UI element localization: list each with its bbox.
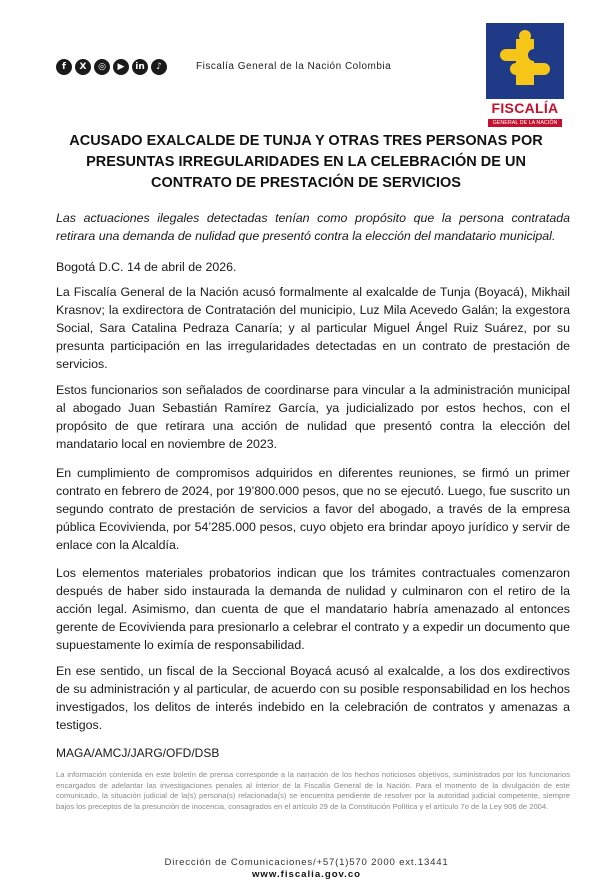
social-links xyxy=(56,59,167,75)
article-lead: Las actuaciones ilegales detectadas tenían como propósito que la persona contratada retirara una demanda de nulidad que presentó contra la elección del mandatario municipal. xyxy=(56,211,570,243)
page-header xyxy=(0,0,613,130)
author-initials: MAGA/AMCJ/JARG/OFD/DSB xyxy=(56,746,220,760)
article-paragraph: La Fiscalía General de la Nación acusó formalmente al exalcalde de Tunja (Boyacá), Mikhail Krasnov; la exdirectora de Contratación del municipio, Luz Mila Acevedo Galán; la exgestora Social, Sara Catalina Pedraza Canaría; y al particular Miguel Ángel Ruiz Suárez, por su presunta participación en las irregularidades detectadas en un contrato de prestación de servicios. xyxy=(56,285,570,371)
footer-contact: Dirección de Comunicaciones/+57(1)570 2000 ext.13441 xyxy=(164,857,449,868)
article-paragraph: Estos funcionarios son señalados de coordinarse para vincular a la administración municipal al abogado Juan Sebastián Ramírez García, ya judicializado por estos hechos, con el propósito de que retirara una acción de nulidad que presentó contra la elección del mandatario local en noviembre de 2023. xyxy=(56,383,570,451)
legal-disclaimer: La información contenida en este boletín de prensa corresponde a la narración de los hechos noticiosos objetivos, suministrados por los funcionarios encargados de adelantar las investigaciones penales al interior de la Fiscalía General de la Nación. Para el momento de la divulgación de este comunicado, la situación judicial de la(s) persona(s) relacionada(s) se encuentra pendiente de resolver por la autoridad judicial competente, siempre bajos los preceptos de la presunción de inocencia, consagrados en el artículo 29 de la Constitución Política y el artículo 7o de la Ley 906 de 2004. xyxy=(56,770,570,811)
linkedin-icon[interactable]: in xyxy=(132,59,148,75)
facebook-icon[interactable]: f xyxy=(56,59,72,75)
instagram-icon[interactable]: ◎ xyxy=(94,59,110,75)
tiktok-icon[interactable]: ♪ xyxy=(151,59,167,75)
org-name: Fiscalía General de la Nación Colombia xyxy=(196,61,392,72)
article-paragraph: Los elementos materiales probatorios indican que los trámites contractuales comenzaron después de haber sido instaurada la demanda de nulidad y culminaron con el retiro de la acción legal. Asimismo, dan cuenta de que el mandatario habría amenazado al entonces gerente de Ecovivienda para presionarlo a celebrar el contrato y a expedir un documento que supuestamente lo eximía de responsabilidad. xyxy=(56,566,570,652)
x-icon[interactable]: X xyxy=(75,59,91,75)
footer-website-link[interactable]: www.fiscalia.gov.co xyxy=(251,869,362,880)
logo-subtitle: GENERAL DE LA NACIÓN xyxy=(488,119,562,127)
logo-wordmark: FISCALÍA xyxy=(491,100,559,116)
article-paragraph: En cumplimiento de compromisos adquiridos en diferentes reuniones, se firmó un primer contrato en febrero de 2024, por 19’800.000 pesos, que no se ejecutó. Luego, fue suscrito un segundo contrato de prestación de servicios a favor del abogado, a través de la empresa pública Ecovivienda, por 54’285.000 pesos, cuyo objeto era brindar apoyo jurídico y servir de enlace con la Alcaldía. xyxy=(56,466,570,552)
fiscalia-logo xyxy=(486,23,564,129)
youtube-icon[interactable]: ▶ xyxy=(113,59,129,75)
article-title: ACUSADO EXALCALDE DE TUNJA Y OTRAS TRES PERSONAS POR PRESUNTAS IRREGULARIDADES EN LA CELEBRACIÓN DE UN CONTRATO DE PRESTACIÓN DE SERVICIOS xyxy=(69,133,543,191)
puzzle-piece-icon xyxy=(486,23,564,99)
dateline: Bogotá D.C. 14 de abril de 2026. xyxy=(56,260,237,274)
article-paragraph: En ese sentido, un fiscal de la Seccional Boyacá acusó al exalcalde, a los dos exdirectivos de su administración y al particular, de acuerdo con su posible responsabilidad en los hechos investigados, los delitos de interés indebido en la celebración de contratos y amenazas a testigos. xyxy=(56,664,570,732)
